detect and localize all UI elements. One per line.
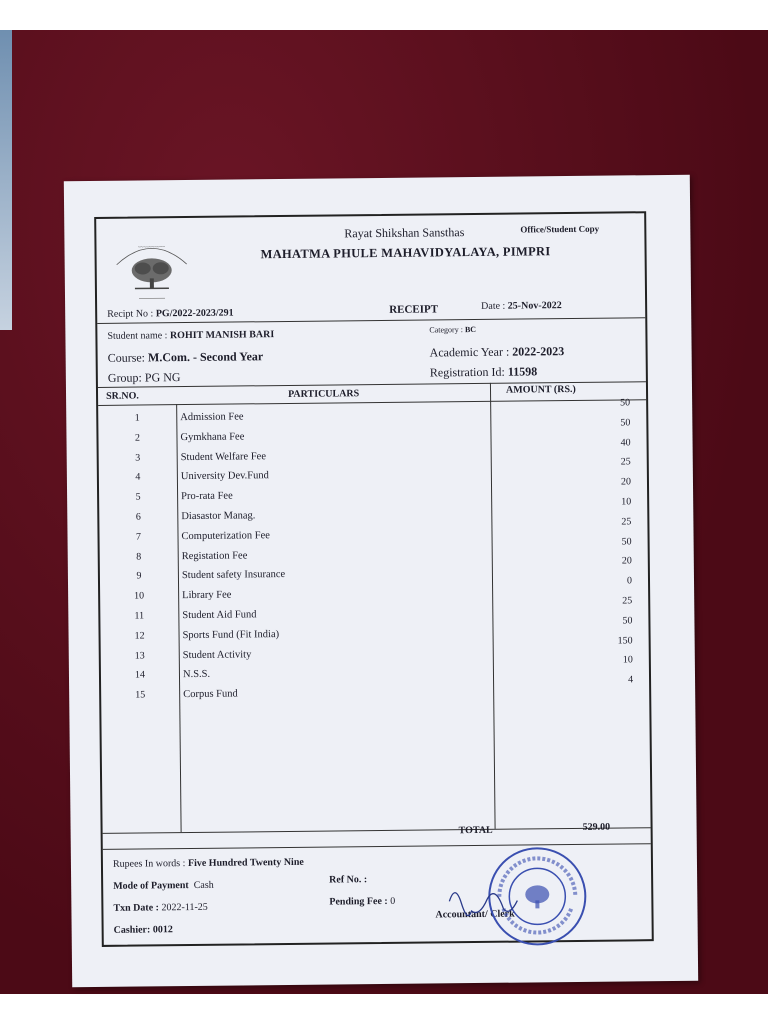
row-particular: Student Welfare Fee [180,450,267,463]
receipt-no-label: Recipt No : [107,308,154,320]
row-sr-no: 6 [135,511,141,523]
row-sr-no: 2 [134,432,141,444]
pending-fee [329,896,395,908]
row-amount: 4 [627,674,634,686]
row-amount: 20 [621,555,632,567]
category-value: BC [464,324,477,335]
pending-label: Pending Fee : [329,895,388,908]
student-label: Student name : [107,330,168,342]
row-amount: 10 [621,496,632,508]
row-sr-no: 12 [134,630,145,642]
category-label: Category : [429,325,463,335]
receipt-no [107,308,233,320]
student-name [107,329,274,342]
pending-value: 0 [390,895,396,907]
row-sr-no: 14 [134,669,146,681]
row-particular: Admission Fee [180,411,244,424]
row-amount: 50 [620,397,631,409]
course-value: M.Com. - Second Year [147,349,264,365]
academic-year-value: 2022-2023 [512,344,565,359]
registration-value: 11598 [507,364,538,379]
row-sr-no: 5 [135,491,141,503]
background-edge [0,30,12,330]
row-sr-no: 11 [134,610,145,622]
college-name: MAHATMA PHULE MAHAVIDYALAYA, PIMPRI [260,244,551,262]
row-amount: 25 [620,456,631,468]
row-sr-no: 9 [136,570,142,582]
total-label: TOTAL [458,824,493,837]
txn-label: Txn Date : [113,902,160,914]
row-amount: 20 [620,476,632,488]
row-particular: N.S.S. [182,669,211,681]
mode-value: Cash [193,879,214,891]
total-line [103,824,651,837]
receipt-no-value: PG/2022-2023/291 [155,307,234,320]
txn-value: 2022-11-25 [161,901,208,914]
ref-no: Ref No. : [329,874,368,886]
row-amount: 10 [622,654,633,666]
academic-year [430,344,565,360]
row-sr-no: 10 [134,590,145,602]
header-amount: AMOUNT (RS.) [505,383,576,396]
college-logo [108,228,195,309]
row-particular: Diasastor Manag. [181,510,256,523]
txn-date [113,902,207,914]
mode-label: Mode of Payment [113,880,189,892]
receipt-frame [94,211,654,947]
academic-year-label: Academic Year : [429,344,510,360]
group [108,370,181,386]
row-amount: 50 [621,535,632,548]
receipt-title: RECEIPT [389,303,439,316]
course [108,349,264,366]
registration [430,364,537,380]
row-particular: Gymkhana Fee [180,431,245,443]
words-value: Five Hundred Twenty Nine [187,856,304,870]
row-particular: University Dev.Fund [180,470,269,483]
row-particular: Corpus Fund [183,688,238,701]
date-value: 25-Nov-2022 [507,300,562,312]
row-particular: Library Fee [182,589,232,602]
amount-in-words [113,857,304,870]
header-sr: SR.NO. [105,390,139,402]
row-particular: Student Activity [182,648,252,661]
row-particular: Sports Fund (Fit India) [182,628,280,641]
cashier-value: 0012 [152,924,173,936]
row-sr-no: 8 [136,551,142,563]
group-value: PG NG [144,370,181,385]
row-amount: 50 [620,417,631,429]
header-particulars: PARTICULARS [287,388,360,400]
row-particular: Student safety Insurance [181,569,286,582]
signature [443,881,523,922]
row-sr-no: 1 [134,412,140,424]
receipt-date [481,300,562,312]
row-amount: 0 [626,575,633,587]
row-sr-no: 3 [135,452,141,464]
row-amount: 25 [621,516,632,528]
row-amount: 150 [617,634,633,647]
cashier-label: Cashier: [113,924,151,936]
row-particular: Computerization Fee [181,529,270,542]
copy-label: Office/Student Copy [520,223,600,235]
row-amount: 50 [622,615,633,627]
header-line [98,399,646,406]
total-value: 529.00 [582,821,611,833]
row-particular: Registation Fee [181,549,248,562]
registration-label: Registration Id: [429,364,505,380]
svg-text:~~~~~~~~~~: ~~~~~~~~~~ [137,245,166,251]
words-label: Rupees In words : [112,858,186,870]
group-label: Group: [107,370,142,385]
row-amount: 25 [622,595,633,607]
category [429,325,476,334]
row-sr-no: 15 [135,689,146,701]
row-amount: 40 [620,436,631,449]
row-sr-no: 4 [135,471,141,483]
signatory: Accountant/ Clerk [435,908,515,921]
row-particular: Student Aid Fund [182,609,257,622]
receipt-paper [64,175,698,988]
row-particular: Pro-rata Fee [181,490,233,503]
course-label: Course: [107,350,146,365]
student-value: ROHIT MANISH BARI [169,329,275,342]
payment-mode [113,880,214,892]
date-label: Date : [481,300,506,312]
row-sr-no: 7 [135,531,142,543]
cashier [114,924,173,936]
trust-name: Rayat Shikshan Sansthas [344,225,465,241]
row-sr-no: 13 [134,650,145,662]
